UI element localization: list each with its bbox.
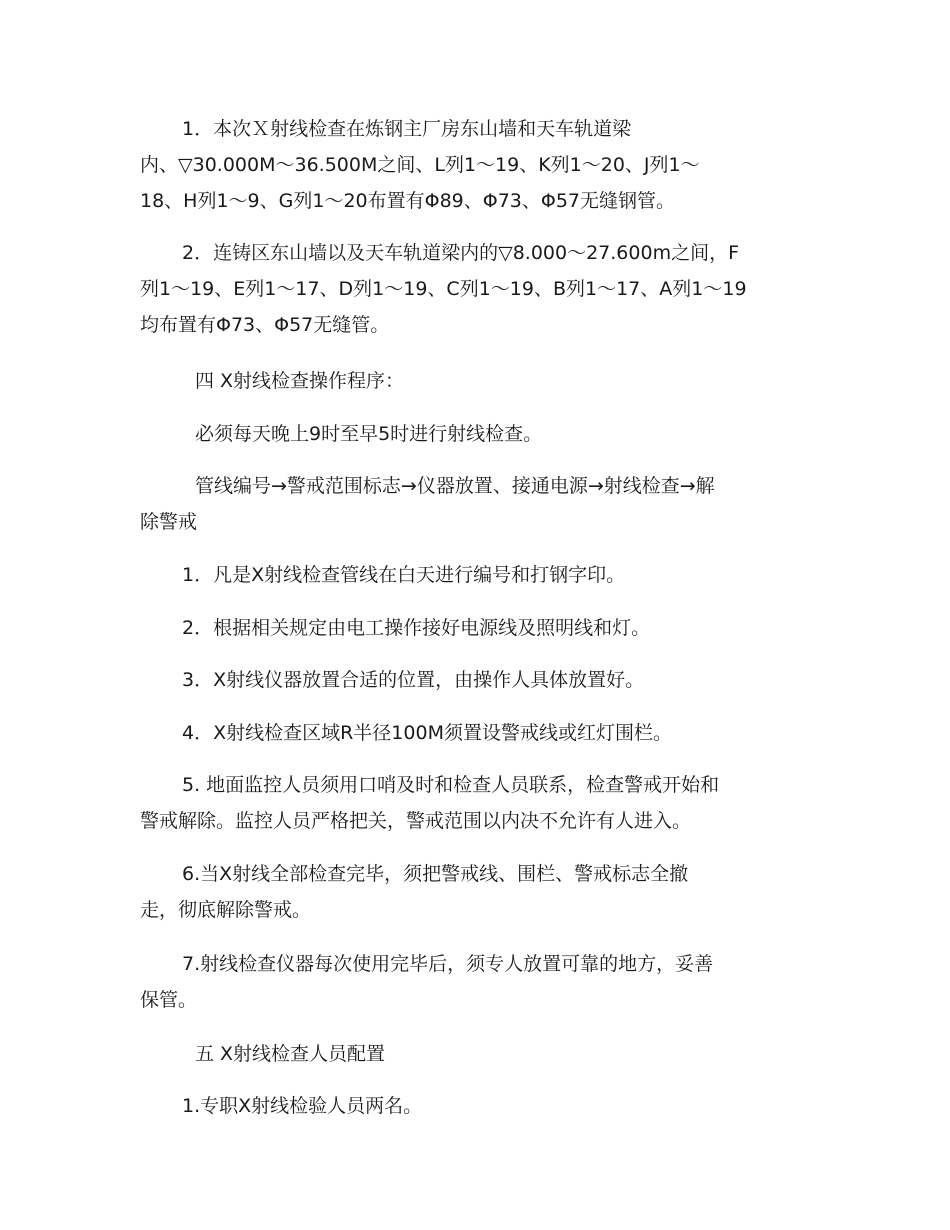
- paragraph-line: 1.专职X射线检验人员两名。: [182, 1095, 423, 1117]
- section-heading-5: [140, 1036, 810, 1072]
- paragraph-line: 7.射线检查仪器每次使用完毕后，须专人放置可靠的地方，妥善: [182, 953, 714, 975]
- paragraph-11: [140, 946, 810, 1018]
- paragraph-line: 1．本次Ｘ射线检查在炼钢主厂房东山墙和天车轨道梁: [182, 118, 632, 140]
- paragraph-9: [140, 767, 810, 839]
- paragraph-2: [140, 235, 810, 343]
- paragraph-line: 除警戒: [140, 511, 198, 533]
- paragraph-line: 管线编号→警戒范围标志→仪器放置、接通电源→射线检查→解: [195, 475, 715, 497]
- paragraph-6: [140, 610, 810, 646]
- paragraph-line: 6.当X射线全部检查完毕，须把警戒线、围栏、警戒标志全撤: [182, 863, 689, 885]
- paragraph-line: 18、H列1～9、G列1～20布置有Φ89、Φ73、Φ57无缝钢管。: [140, 190, 676, 212]
- heading-line: 五 X射线检查人员配置: [195, 1043, 386, 1065]
- paragraph-line: 内、▽30.000M～36.500M之间、L列1～19、K列1～20、J列1～: [140, 154, 700, 176]
- paragraph-line: 均布置有Φ73、Φ57无缝管。: [140, 314, 390, 336]
- paragraph-line: 1．凡是X射线检查管线在白天进行编号和打钢字印。: [182, 564, 626, 586]
- paragraph-line: 警戒解除。监控人员严格把关，警戒范围以内决不允许有人进入。: [140, 810, 692, 832]
- paragraph-line: 3．X射线仪器放置合适的位置，由操作人具体放置好。: [182, 669, 645, 691]
- paragraph-4: [140, 468, 810, 540]
- paragraph-3: [140, 416, 810, 452]
- paragraph-5: [140, 557, 810, 593]
- paragraph-7: [140, 662, 810, 698]
- paragraph-12: [140, 1088, 810, 1124]
- paragraph-line: 2．连铸区东山墙以及天车轨道梁内的▽8.000～27.600m之间，F: [182, 242, 740, 264]
- section-heading-4: [140, 363, 810, 399]
- paragraph-line: 走，彻底解除警戒。: [140, 899, 312, 921]
- paragraph-line: 5. 地面监控人员须用口哨及时和检查人员联系，检查警戒开始和: [182, 774, 720, 796]
- paragraph-line: 2．根据相关规定由电工操作接好电源线及照明线和灯。: [182, 617, 651, 639]
- paragraph-line: 列1～19、E列1～17、D列1～19、C列1～19、B列1～17、A列1～19: [140, 278, 747, 300]
- paragraph-line: 必须每天晚上9时至早5时进行射线检查。: [195, 423, 543, 445]
- paragraph-8: [140, 715, 810, 751]
- paragraph-10: [140, 856, 810, 928]
- heading-line: 四 X射线检查操作程序：: [195, 370, 405, 392]
- paragraph-1: [140, 111, 810, 219]
- paragraph-line: 4．X射线检查区域R半径100M须置设警戒线或红灯围栏。: [182, 722, 672, 744]
- paragraph-line: 保管。: [140, 989, 198, 1011]
